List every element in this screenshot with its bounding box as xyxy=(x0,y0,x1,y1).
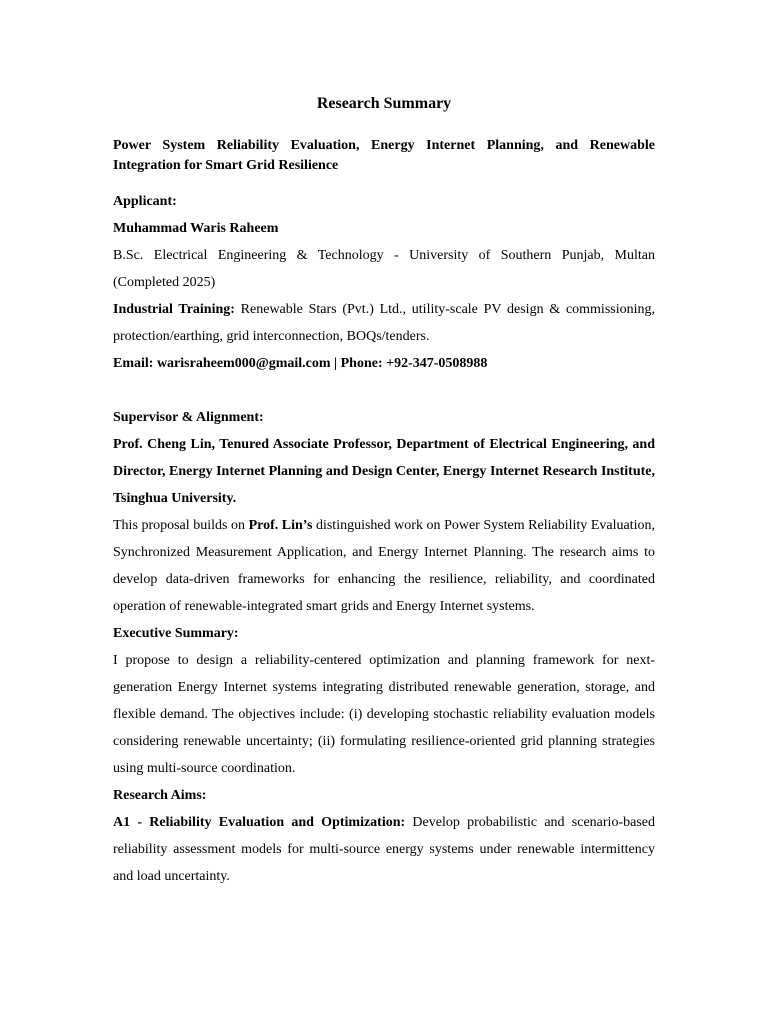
training-text: Renewable Stars (Pvt.) Ltd., utility-scale PV design & commissioning, protection/earthing, grid interconnection, BOQs/tenders. xyxy=(113,302,655,344)
applicant-training xyxy=(113,296,655,350)
training-label: Industrial Training: xyxy=(113,302,235,317)
supervisor-name: Prof. Cheng Lin, Tenured Associate Professor, Department of Electrical Engineering, and Director, Energy Internet Planning and Design Center, Energy Internet Research Institute, Tsinghua University. xyxy=(113,437,655,506)
applicant-contact: Email: warisraheem000@gmail.com | Phone: +92-347-0508988 xyxy=(113,356,488,371)
aims-heading: Research Aims: xyxy=(113,788,207,803)
aim-a1-text: Develop probabilistic and scenario-based reliability assessment models for multi-source energy systems under renewable intermittency and load uncertainty. xyxy=(113,815,655,884)
spacer xyxy=(113,377,655,404)
applicant-heading: Applicant: xyxy=(113,194,177,209)
document-subtitle: Power System Reliability Evaluation, Energy Internet Planning, and Renewable Integration for Smart Grid Resilience xyxy=(113,138,655,173)
supervisor-alignment xyxy=(113,512,655,620)
alignment-bold: Prof. Lin’s xyxy=(248,518,313,533)
aim-a1-label: A1 - Reliability Evaluation and Optimization: xyxy=(113,815,406,830)
executive-text: I propose to design a reliability-centered optimization and planning framework for next-generation Energy Internet systems integrating distributed renewable generation, storage, and flexible demand. The objectives include: (i) developing stochastic reliability evaluation models considering renewable uncertainty; (ii) formulating resilience-oriented grid planning strategies using multi-source coordination. xyxy=(113,653,655,776)
supervisor-heading: Supervisor & Alignment: xyxy=(113,410,264,425)
document-content xyxy=(113,92,655,890)
executive-heading: Executive Summary: xyxy=(113,626,239,641)
alignment-pre: This proposal builds on xyxy=(113,518,249,533)
alignment-post: distinguished work on Power System Reliability Evaluation, Synchronized Measurement Application, and Energy Internet Planning. The research aims to develop data-driven frameworks for enhancing the resilience, reliability, and coordinated operation of renewable-integrated smart grids and Energy Internet systems. xyxy=(113,518,655,614)
document-title: Research Summary xyxy=(316,95,452,112)
aim-a1 xyxy=(113,809,655,890)
applicant-name: Muhammad Waris Raheem xyxy=(113,221,279,236)
applicant-education: B.Sc. Electrical Engineering & Technology - University of Southern Punjab, Multan (Completed 2025) xyxy=(113,248,655,290)
